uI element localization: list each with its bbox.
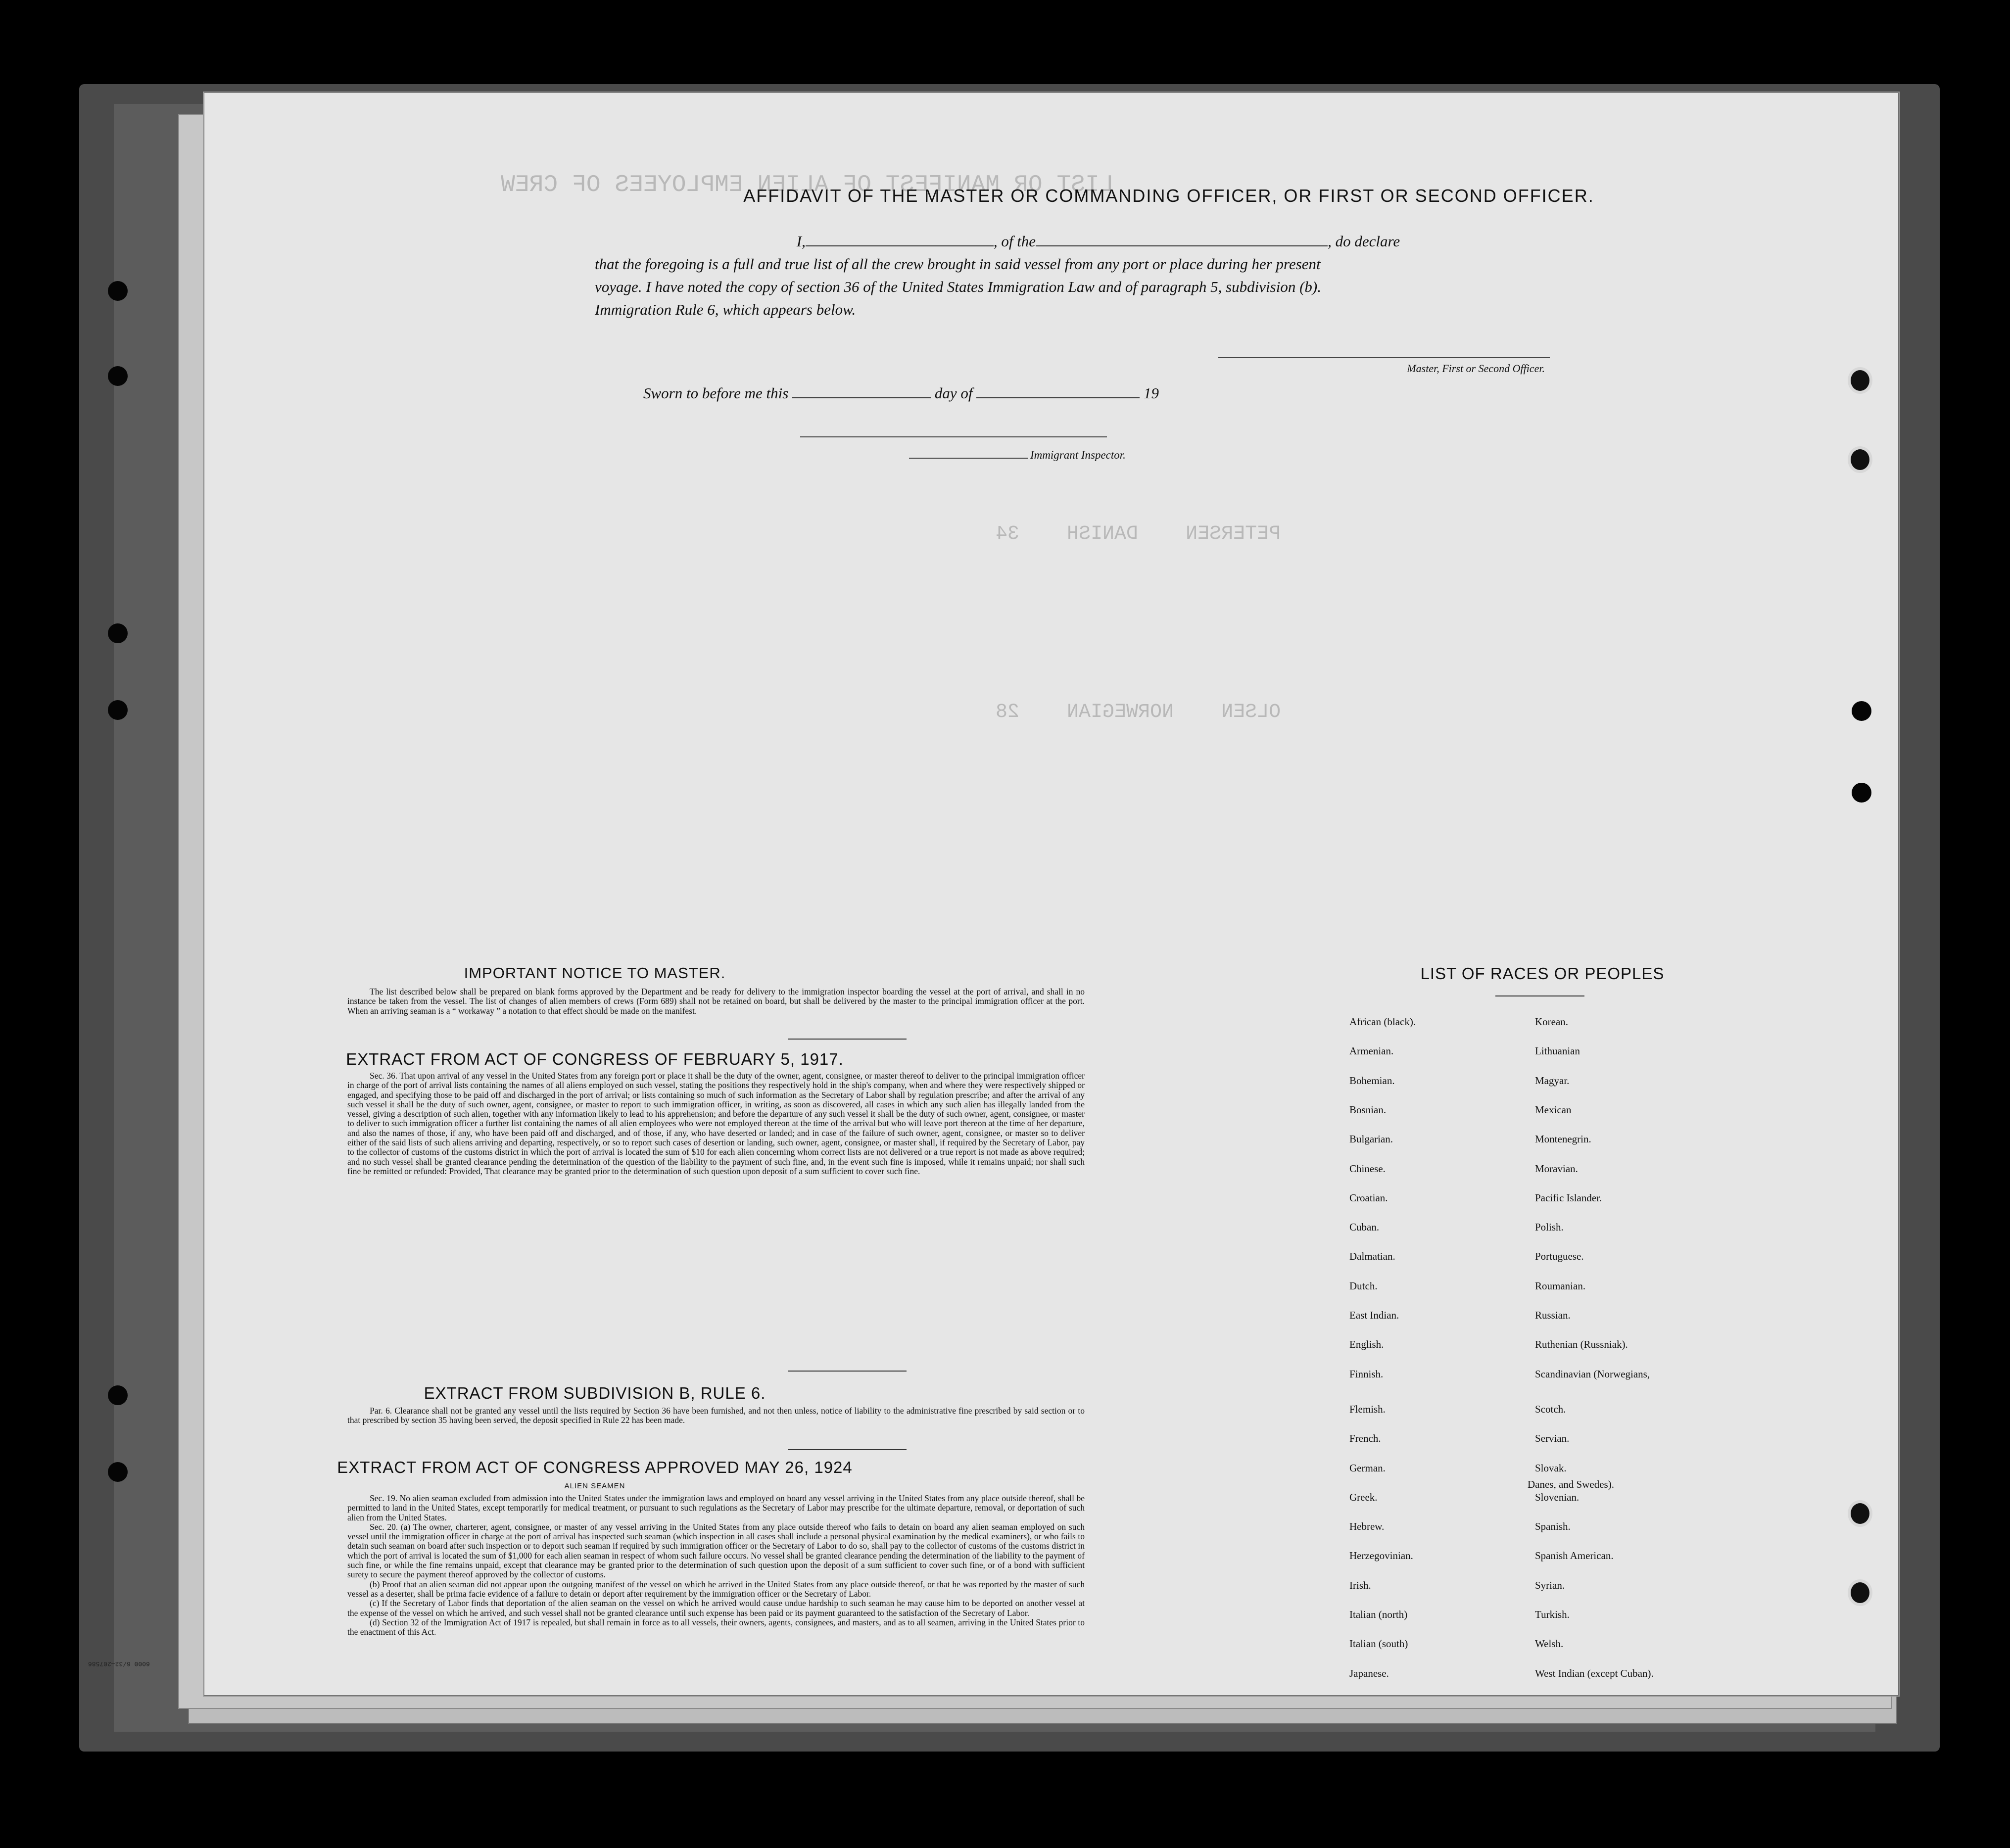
race-item: Mexican	[1535, 1103, 1572, 1116]
extract-rule6-title: EXTRACT FROM SUBDIVISION B, RULE 6.	[424, 1384, 766, 1402]
race-item: Portuguese.	[1535, 1250, 1584, 1263]
divider	[788, 1371, 907, 1372]
punch-hole-icon	[1848, 367, 1872, 394]
extract-1917-text	[347, 1071, 1085, 1176]
race-item: Turkish.	[1535, 1609, 1570, 1620]
race-item: West Indian (except Cuban).	[1535, 1667, 1654, 1679]
binder-ring-icon	[108, 366, 128, 386]
notice-paragraph: The list described below shall be prepared on blank forms approved by the Department and be ready for delivery to the immigration inspector boarding the vessel at the port of arrival, and shall in no instance be taken from the vessel. The list of changes of alien members of crews (Form 689) shall not be retained on board, but shall be delivered by the master to the principal immigration officer at the port. When an arriving seaman is a “ workaway ” a notation to that effect should be made on the manifest.	[347, 987, 1085, 1016]
race-item: Flemish.	[1349, 1403, 1386, 1415]
name-blank[interactable]	[806, 233, 994, 246]
race-item: Spanish.	[1535, 1520, 1571, 1533]
extract-1917-title: EXTRACT FROM ACT OF CONGRESS OF FEBRUARY 5, 1917.	[346, 1050, 844, 1068]
bleed-through-mark: PETERSEN DANISH 34	[996, 523, 1281, 545]
alien-seamen-subtitle: ALIEN SEAMEN	[564, 1482, 625, 1490]
notice-title: IMPORTANT NOTICE TO MASTER.	[464, 964, 726, 982]
race-item: Syrian.	[1535, 1579, 1565, 1591]
race-item: Chinese.	[1349, 1162, 1386, 1175]
race-item: Servian.	[1535, 1432, 1570, 1445]
sworn-prefix: Sworn to before me this	[643, 384, 789, 402]
inspector-name-line[interactable]	[909, 458, 1028, 459]
binder-ring-icon	[108, 1462, 128, 1482]
signature-label: Master, First or Second Officer.	[1407, 362, 1545, 375]
bleed-through-mark: LIST OR MANIFEST OF ALIEN EMPLOYEES OF CREW	[501, 172, 1114, 198]
affidavit-line: voyage. I have noted the copy of section 36 of the United States Immigration Law and of paragraph 5, subdivision (b).	[595, 278, 1321, 295]
race-item: Slovenian.	[1535, 1491, 1579, 1503]
section-20d-paragraph: (d) Section 32 of the Immigration Act of 1917 is repealed, but shall remain in force as to all vessels, their owners, agents, consignees, and masters, and as to all seamen, arriving in the United States prior to the enactment of this Act.	[347, 1617, 1085, 1637]
binder-ring-icon	[108, 623, 128, 643]
extract-rule6-text	[347, 1406, 1085, 1425]
binder-ring-icon	[108, 281, 128, 301]
race-item: Pacific Islander.	[1535, 1191, 1602, 1204]
section-20b-paragraph: (b) Proof that an alien seaman did not appear upon the outgoing manifest of the vessel on which he arrived in the United States from any place outside thereof, or that he was reported by the master of such vessel as a deserter, shall be prima facie evidence of a failure to detain or deport after requirement by the immigration officer or the Secretary of Labor.	[347, 1579, 1085, 1599]
race-item: Italian (south)	[1349, 1638, 1408, 1650]
race-item-continuation: Danes, and Swedes).	[1528, 1478, 1614, 1490]
race-item: Korean.	[1535, 1016, 1569, 1028]
race-item: Finnish.	[1349, 1368, 1384, 1380]
punch-hole-icon	[1852, 701, 1871, 721]
vessel-blank[interactable]	[1036, 233, 1328, 246]
affidavit-line: that the foregoing is a full and true list of all the crew brought in said vessel from any port or place during her present	[595, 255, 1321, 273]
race-item: Scotch.	[1535, 1403, 1566, 1415]
divider	[1495, 995, 1584, 996]
race-item: Bosnian.	[1349, 1103, 1387, 1116]
manifest-page	[203, 92, 1900, 1697]
affidavit-body	[595, 230, 1560, 321]
race-item: Italian (north)	[1349, 1609, 1408, 1620]
paragraph-6: Par. 6. Clearance shall not be granted any vessel until the lists required by Section 36 have been furnished, and not then unless, notice of liability to the administrative fine prescribed by said section or to that prescribed by section 35 having been served, the deposit specified in Rule 22 has been made.	[347, 1406, 1085, 1425]
race-item: Scandinavian (Norwegians,	[1535, 1368, 1650, 1380]
affidavit-of-the: , of the	[993, 233, 1036, 250]
race-item: Croatian.	[1349, 1191, 1388, 1204]
race-item: Hebrew.	[1349, 1520, 1385, 1533]
race-item: Herzegovinian.	[1349, 1550, 1413, 1562]
race-item: Welsh.	[1535, 1638, 1564, 1650]
sworn-year: 19	[1143, 384, 1159, 402]
race-item: Bulgarian.	[1349, 1133, 1393, 1145]
section-36-paragraph: Sec. 36. That upon arrival of any vessel in the United States from any foreign port or place it shall be the duty of the owner, agent, consignee, or master thereof to deliver to the principal immigration officer in charge of the port of arrival lists containing the names of all aliens employed on such vessel, stating the positions they respectively hold in the ship's company, when and where they were respectively shipped or engaged, and specifying those to be paid off and discharged in the port of arrival; or lists containing so much of such information as the Secretary of Labor shall by regulation prescribe; and after the arrival of any such vessel it shall be the duty of such owner, agent, consignee, or master to report to such immigration officer, in writing, as soon as discovered, all cases in which any such alien has illegally landed from the vessel, giving a description of such alien, together with any information likely to lead to his apprehension; and before the departure of any such vessel it shall be the duty of such owner, agent, consignee, or master to deliver to such immigration officer a further list containing the names of all alien employees who were not employed thereon at the time of the arrival but who will leave port thereon at the time of her departure, and also the names of those, if any, who have been paid off and discharged, and of those, if any, who have deserted or landed; and in case of the failure of such owner, agent, consignee, or master so to deliver either of the said lists of such aliens arriving and departing, respectively, or so to report such cases of desertion or landing, such owner, agent, consignee, or master shall, if required by the Secretary of Labor, pay to the collector of customs of the customs district in which the port of arrival is located the sum of $10 for each alien concerning whom correct lists are not delivered or a true report is not made as above required; and no such vessel shall be granted clearance pending the determination of the question of the liability to the payment of such fine, and, in the event such fine is imposed, while it remains unpaid; nor shall such fine be remitted or refunded: Provided, That clearance may be granted prior to the determination of such question upon deposit of a sum sufficient to cover such fine.	[347, 1071, 1085, 1176]
race-item: English.	[1349, 1338, 1384, 1351]
race-item: Lithuanian	[1535, 1045, 1580, 1057]
race-item: Russian.	[1535, 1309, 1571, 1321]
sworn-day-blank[interactable]	[792, 384, 931, 398]
race-item: Japanese.	[1349, 1667, 1389, 1679]
affidavit-line: Immigration Rule 6, which appears below.	[595, 301, 856, 318]
bleed-through-mark: OLSEN NORWEGIAN 28	[996, 701, 1281, 723]
race-item: Dalmatian.	[1349, 1250, 1395, 1263]
form-number: 6000 6/32—207586	[88, 1660, 150, 1667]
sworn-statement	[643, 384, 1159, 402]
section-19-paragraph: Sec. 19. No alien seaman excluded from admission into the United States under the immigration laws and employed on board any vessel arriving in the United States from any place outside thereof, shall be permitted to land in the United States, except temporarily for medical treatment, or pursuant to such regulations as the Secretary of Labor may prescribe for the ultimate departure, removal, or deportation of such alien from the United States.	[347, 1493, 1085, 1522]
sworn-month-blank[interactable]	[976, 384, 1140, 398]
race-item: African (black).	[1349, 1016, 1416, 1028]
inspector-label: Immigrant Inspector.	[1030, 449, 1126, 461]
punch-hole-icon	[1848, 1579, 1872, 1606]
race-item: Cuban.	[1349, 1221, 1380, 1233]
binder-ring-icon	[108, 1385, 128, 1405]
divider	[788, 1449, 907, 1450]
race-item: French.	[1349, 1432, 1381, 1445]
race-item: East Indian.	[1349, 1309, 1399, 1321]
extract-1924-title: EXTRACT FROM ACT OF CONGRESS APPROVED MAY 26, 1924	[337, 1458, 853, 1476]
affidavit-do-declare: , do declare	[1328, 233, 1400, 250]
section-20a-paragraph: Sec. 20. (a) The owner, charterer, agent, consignee, or master of any vessel arriving in the United States from any place outside thereof who fails to detain on board any alien seaman employed on such vessel until the immigration officer in charge at the port of arrival has inspected such seaman (which inspection in all cases shall include a personal physical examination by the medical examiners), or who fails to detain such seaman on board after such inspection or to deport such seaman if required by such immigration officer or the Secretary of Labor to do so, shall pay to the collector of customs of the customs district in which the port of arrival is located the sum of $1,000 for each alien seaman in respect of whom such failure occurs. No vessel shall be granted clearance pending the determination of the liability to the payment of such fine, or while the fine remains unpaid, except that clearance may be granted prior to the determination of such question upon the deposit of a sum sufficient to cover such fine, or of a bond with sufficient surety to secure the payment thereof approved by the collector of customs.	[347, 1521, 1085, 1580]
affidavit-title: AFFIDAVIT OF THE MASTER OR COMMANDING OFFICER, OR FIRST OR SECOND OFFICER.	[743, 186, 1594, 206]
race-item: Dutch.	[1349, 1279, 1378, 1292]
extract-1924-text	[347, 1494, 1085, 1637]
race-item: Magyar.	[1535, 1074, 1570, 1087]
race-item: Spanish American.	[1535, 1550, 1614, 1562]
races-title: LIST OF RACES OR PEOPLES	[1420, 964, 1665, 983]
race-item: Bohemian.	[1349, 1074, 1395, 1087]
punch-hole-icon	[1852, 783, 1871, 803]
race-item: Roumanian.	[1535, 1279, 1586, 1292]
race-item: Greek.	[1349, 1491, 1378, 1503]
race-item: Polish.	[1535, 1221, 1564, 1233]
punch-hole-icon	[1848, 1500, 1872, 1527]
sworn-day-label: day of	[934, 384, 973, 402]
signature-line[interactable]	[1218, 357, 1550, 358]
race-item: Ruthenian (Russniak).	[1535, 1338, 1628, 1351]
race-item: German.	[1349, 1462, 1386, 1474]
affidavit-i-label: I,	[796, 233, 806, 250]
race-item: Montenegrin.	[1535, 1133, 1591, 1145]
section-20c-paragraph: (c) If the Secretary of Labor finds that deportation of the alien seaman on the vessel on which he arrived would cause undue hardship to such seaman he may cause him to be deported on another vessel at the expense of the vessel on which he arrived, and such vessel shall not be granted clearance until such expense has been paid or its payment guaranteed to the satisfaction of the Secretary of Labor.	[347, 1598, 1085, 1618]
binder-ring-icon	[108, 700, 128, 720]
punch-hole-icon	[1848, 446, 1872, 473]
race-item: Armenian.	[1349, 1045, 1394, 1057]
race-item: Irish.	[1349, 1579, 1371, 1591]
race-item: Slovak.	[1535, 1462, 1567, 1474]
inspector-signature-line[interactable]	[800, 436, 1107, 437]
notice-text	[347, 987, 1085, 1016]
divider	[788, 1039, 907, 1040]
race-item: Moravian.	[1535, 1162, 1578, 1175]
